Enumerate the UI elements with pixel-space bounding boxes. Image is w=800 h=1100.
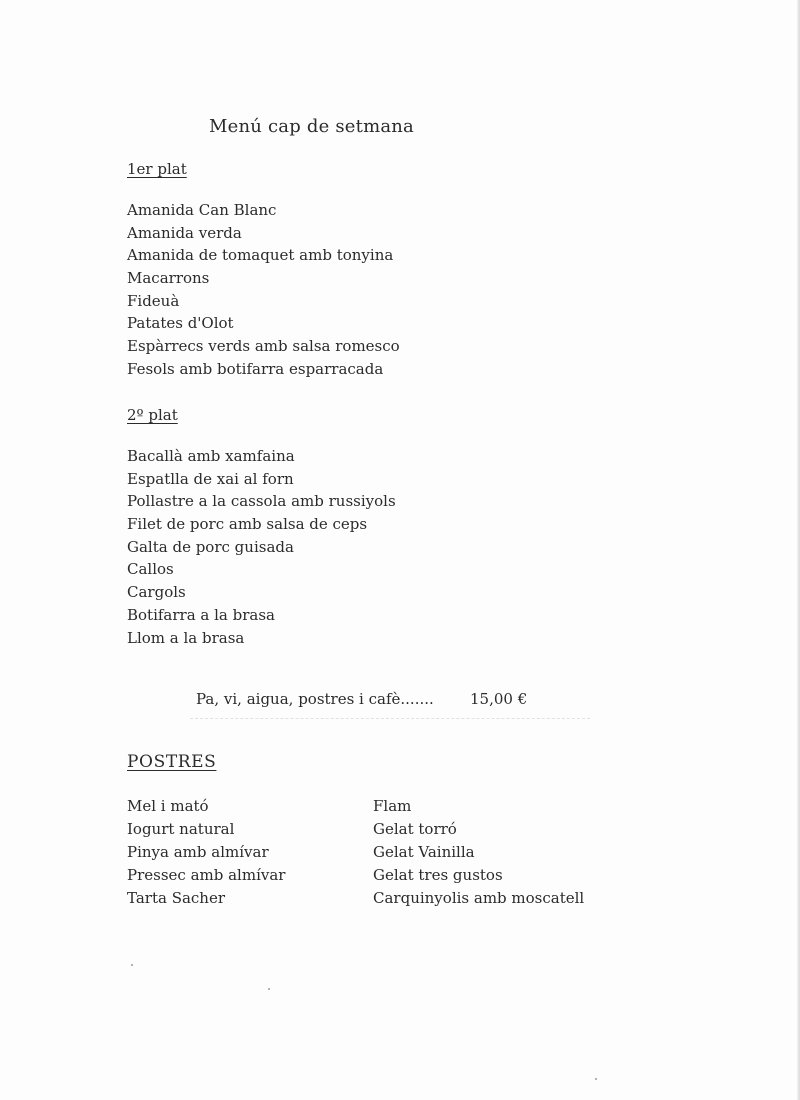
dish-item: Cargols xyxy=(127,583,186,602)
dessert-item: Pressec amb almívar xyxy=(127,866,286,884)
dish-item: Botifarra a la brasa xyxy=(127,605,276,624)
dish-item: Pollastre a la cassola amb russiyols xyxy=(127,492,396,511)
scan-speck xyxy=(268,988,270,990)
menu-price: 15,00 € xyxy=(470,690,528,708)
menu-title: Menú cap de setmana xyxy=(209,116,414,137)
dish-item: Espatlla de xai al forn xyxy=(127,469,294,488)
scan-speck xyxy=(595,1078,597,1080)
dish-item: Amanida de tomaquet amb tonyina xyxy=(127,246,394,265)
dessert-item: Tarta Sacher xyxy=(127,889,226,907)
includes-text: Pa, vi, aigua, postres i cafè....... xyxy=(196,690,434,708)
dessert-item: Gelat torró xyxy=(373,820,457,838)
dish-item: Amanida verda xyxy=(127,223,242,242)
second-course-list xyxy=(127,445,396,649)
dessert-item: Gelat Vainilla xyxy=(373,843,475,861)
dish-item: Llom a la brasa xyxy=(127,628,245,647)
desserts-right-list xyxy=(373,795,584,910)
dish-item: Macarrons xyxy=(127,269,210,288)
dish-item: Espàrrecs verds amb salsa romesco xyxy=(127,337,400,356)
scan-speck xyxy=(131,964,133,966)
dish-item: Amanida Can Blanc xyxy=(127,201,277,219)
dessert-item: Mel i mató xyxy=(127,797,209,815)
dish-item: Galta de porc guisada xyxy=(127,537,294,556)
desserts-heading: POSTRES xyxy=(127,752,217,772)
dish-item: Fesols amb botifarra esparracada xyxy=(127,359,384,378)
dish-item: Callos xyxy=(127,560,174,579)
desserts-left-list xyxy=(127,795,285,910)
dessert-item: Iogurt natural xyxy=(127,820,235,838)
dessert-item: Pinya amb almívar xyxy=(127,843,269,861)
first-course-list xyxy=(127,199,400,381)
dessert-item: Gelat tres gustos xyxy=(373,866,503,884)
dish-item: Filet de porc amb salsa de ceps xyxy=(127,515,368,534)
dessert-item: Flam xyxy=(373,797,412,815)
second-course-heading: 2º plat xyxy=(127,406,178,424)
dish-item: Bacallà amb xamfaina xyxy=(127,447,295,465)
dish-item: Fideuà xyxy=(127,291,180,310)
dish-item: Patates d'Olot xyxy=(127,314,234,333)
first-course-heading: 1er plat xyxy=(127,160,187,178)
dessert-item: Carquinyolis amb moscatell xyxy=(373,889,585,907)
faint-divider xyxy=(190,718,590,719)
